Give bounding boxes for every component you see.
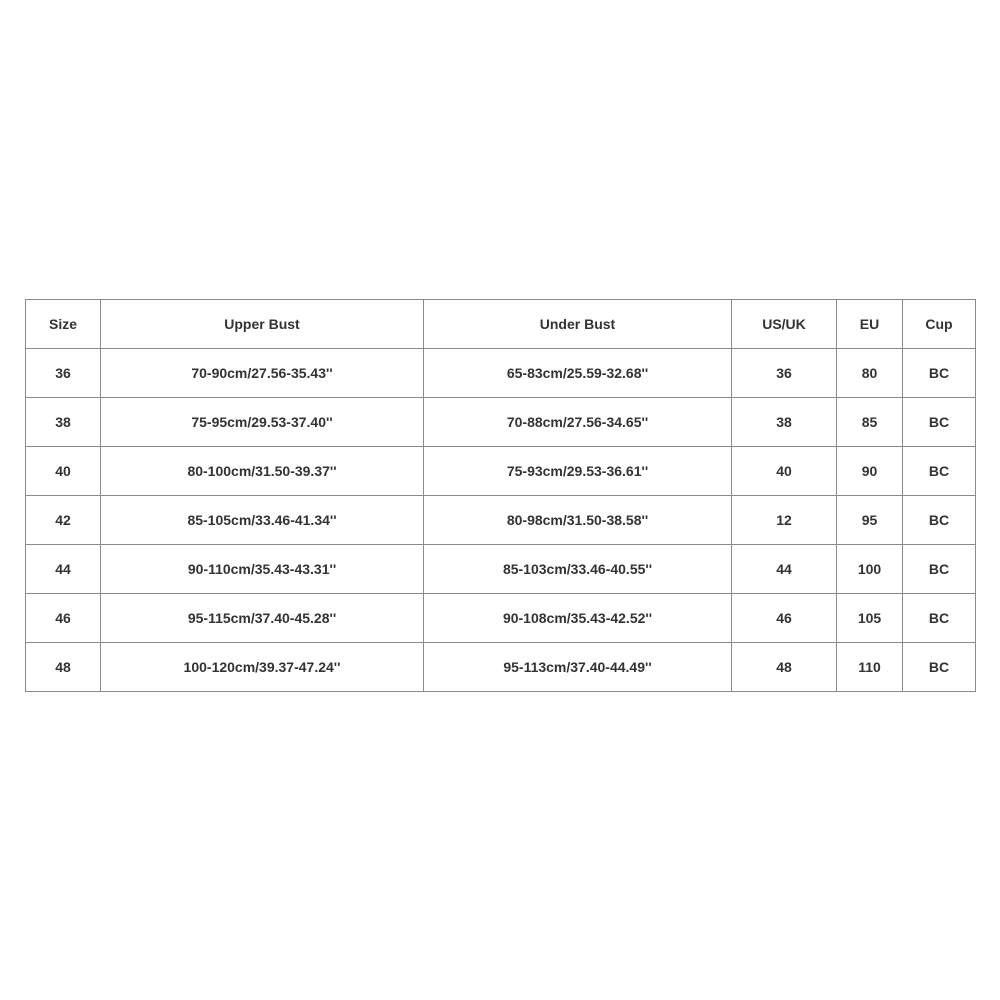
cell-under-bust: 85-103cm/33.46-40.55'' xyxy=(424,545,732,594)
cell-size: 44 xyxy=(26,545,101,594)
cell-upper-bust: 75-95cm/29.53-37.40'' xyxy=(101,398,424,447)
header-size: Size xyxy=(26,300,101,349)
cell-cup: BC xyxy=(903,447,976,496)
size-chart-table xyxy=(25,299,976,692)
cell-us-uk: 44 xyxy=(732,545,837,594)
cell-eu: 100 xyxy=(837,545,903,594)
cell-under-bust: 80-98cm/31.50-38.58'' xyxy=(424,496,732,545)
table-row xyxy=(26,349,976,398)
table-row xyxy=(26,398,976,447)
cell-under-bust: 70-88cm/27.56-34.65'' xyxy=(424,398,732,447)
cell-cup: BC xyxy=(903,496,976,545)
cell-eu: 80 xyxy=(837,349,903,398)
cell-upper-bust: 100-120cm/39.37-47.24'' xyxy=(101,643,424,692)
cell-under-bust: 95-113cm/37.40-44.49'' xyxy=(424,643,732,692)
cell-us-uk: 12 xyxy=(732,496,837,545)
cell-size: 36 xyxy=(26,349,101,398)
cell-us-uk: 40 xyxy=(732,447,837,496)
header-eu: EU xyxy=(837,300,903,349)
cell-eu: 110 xyxy=(837,643,903,692)
header-cup: Cup xyxy=(903,300,976,349)
table-row xyxy=(26,594,976,643)
cell-upper-bust: 80-100cm/31.50-39.37'' xyxy=(101,447,424,496)
table-row xyxy=(26,447,976,496)
cell-cup: BC xyxy=(903,349,976,398)
header-row xyxy=(26,300,976,349)
table-row xyxy=(26,496,976,545)
cell-eu: 95 xyxy=(837,496,903,545)
cell-size: 40 xyxy=(26,447,101,496)
header-us-uk: US/UK xyxy=(732,300,837,349)
cell-cup: BC xyxy=(903,643,976,692)
cell-cup: BC xyxy=(903,545,976,594)
cell-us-uk: 46 xyxy=(732,594,837,643)
cell-size: 42 xyxy=(26,496,101,545)
cell-upper-bust: 70-90cm/27.56-35.43'' xyxy=(101,349,424,398)
cell-eu: 105 xyxy=(837,594,903,643)
cell-under-bust: 90-108cm/35.43-42.52'' xyxy=(424,594,732,643)
cell-cup: BC xyxy=(903,398,976,447)
cell-us-uk: 48 xyxy=(732,643,837,692)
cell-us-uk: 38 xyxy=(732,398,837,447)
table-row xyxy=(26,545,976,594)
cell-cup: BC xyxy=(903,594,976,643)
cell-under-bust: 75-93cm/29.53-36.61'' xyxy=(424,447,732,496)
cell-under-bust: 65-83cm/25.59-32.68'' xyxy=(424,349,732,398)
table-row xyxy=(26,643,976,692)
cell-us-uk: 36 xyxy=(732,349,837,398)
cell-eu: 90 xyxy=(837,447,903,496)
cell-upper-bust: 95-115cm/37.40-45.28'' xyxy=(101,594,424,643)
cell-upper-bust: 90-110cm/35.43-43.31'' xyxy=(101,545,424,594)
cell-upper-bust: 85-105cm/33.46-41.34'' xyxy=(101,496,424,545)
cell-size: 48 xyxy=(26,643,101,692)
cell-size: 46 xyxy=(26,594,101,643)
header-under-bust: Under Bust xyxy=(424,300,732,349)
header-upper-bust: Upper Bust xyxy=(101,300,424,349)
cell-size: 38 xyxy=(26,398,101,447)
cell-eu: 85 xyxy=(837,398,903,447)
